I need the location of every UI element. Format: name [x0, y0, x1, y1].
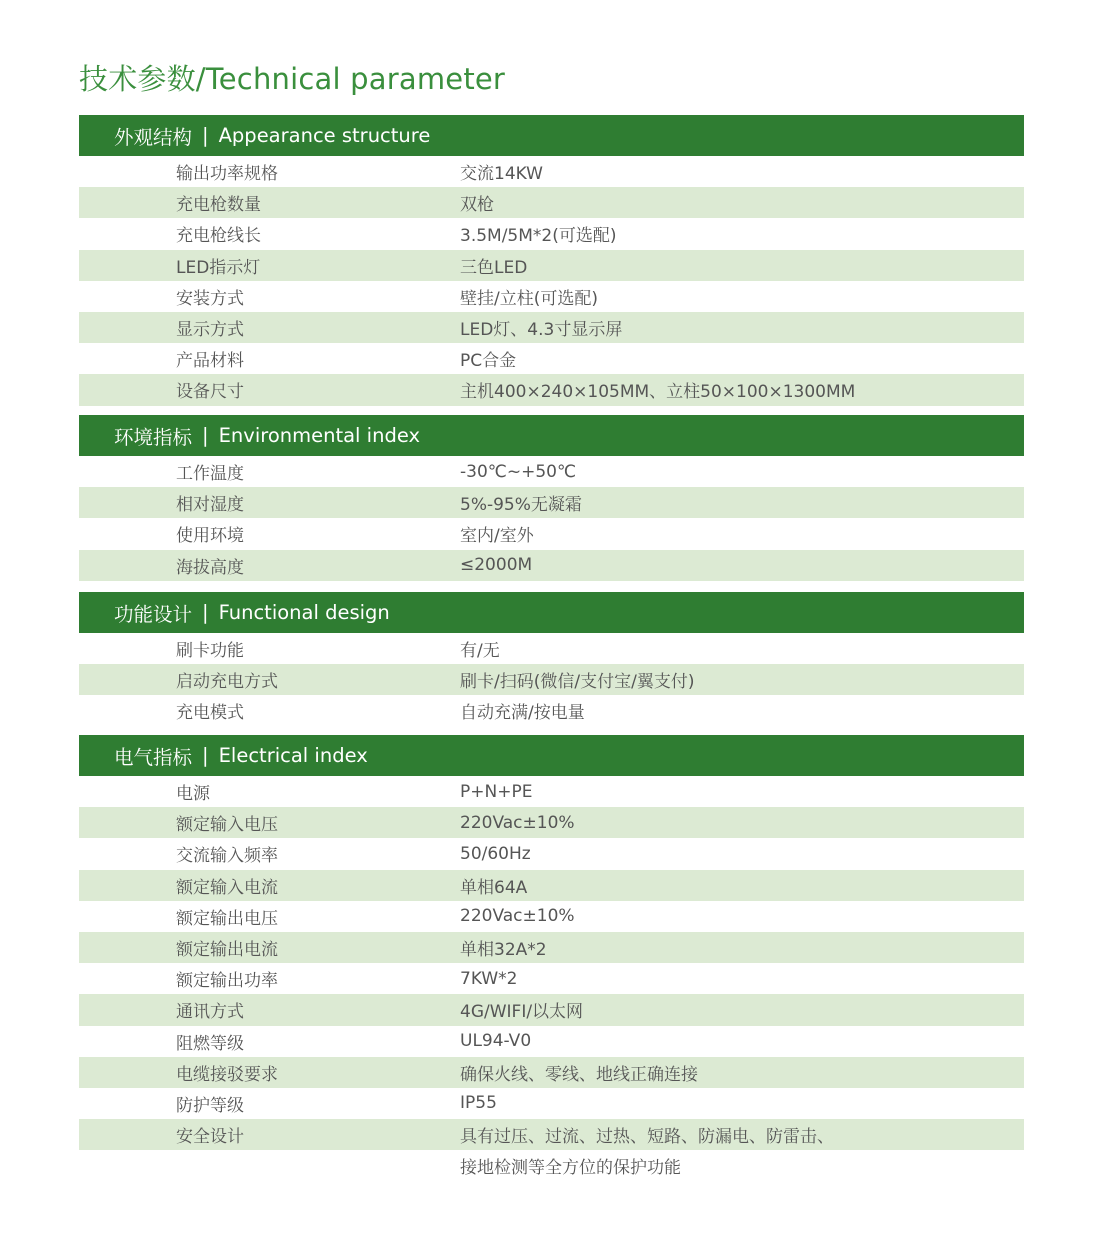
spec-value: 确保火线、零线、地线正确连接 [460, 1064, 698, 1085]
section-title-en: Functional design [218, 601, 390, 624]
spec-label: 安全设计 [176, 1127, 244, 1148]
spec-value: ≤2000M [460, 555, 533, 576]
spec-label: 设备尺寸 [176, 382, 244, 403]
spec-value: 3.5M/5M*2(可选配) [460, 226, 617, 247]
section-electrical-index [79, 735, 1024, 1181]
spec-label: 额定输出电压 [176, 908, 278, 929]
spec-row-cable-length [79, 218, 1024, 249]
spec-row-rated-input-voltage [79, 807, 1024, 838]
section-title-zh: 功能设计 [114, 602, 193, 626]
spec-value: 自动充满/按电量 [460, 703, 585, 724]
spec-row-power-supply [79, 776, 1024, 807]
spec-label: 安装方式 [176, 288, 244, 309]
spec-value: 5%-95%无凝霜 [460, 495, 582, 516]
spec-label: 阻燃等级 [176, 1033, 244, 1054]
spec-value: 50/60Hz [460, 843, 531, 864]
spec-label: 电缆接驳要求 [176, 1064, 278, 1085]
spec-row-led-indicator [79, 250, 1024, 281]
spec-row-rated-output-power [79, 963, 1024, 994]
section-header [79, 592, 1024, 633]
section-title-zh: 电气指标 [114, 745, 193, 769]
section-title-separator: | [202, 424, 209, 447]
spec-label: 相对湿度 [176, 495, 244, 516]
page-title: 技术参数/Technical parameter [79, 62, 506, 96]
spec-label: 额定输入电压 [176, 815, 278, 836]
spec-value: 主机400×240×105MM、立柱50×100×1300MM [460, 382, 856, 403]
spec-value: 4G/WIFI/以太网 [460, 1002, 584, 1023]
spec-value: P+N+PE [460, 781, 533, 802]
spec-row-safety-design [79, 1119, 1024, 1150]
spec-row-rated-input-current [79, 870, 1024, 901]
spec-label: 防护等级 [176, 1095, 244, 1116]
section-title-en: Electrical index [218, 744, 368, 767]
section-title-en: Appearance structure [218, 124, 431, 147]
spec-value: IP55 [460, 1093, 497, 1114]
spec-value: 交流14KW [460, 164, 543, 185]
spec-value: 有/无 [460, 641, 500, 662]
section-functional-design [79, 592, 1024, 727]
spec-row-card-swipe [79, 633, 1024, 664]
spec-row-gun-count [79, 187, 1024, 218]
spec-row-protection-level [79, 1088, 1024, 1119]
spec-label: 交流输入频率 [176, 846, 278, 867]
spec-label: 产品材料 [176, 351, 244, 372]
section-appearance-structure [79, 115, 1024, 406]
spec-label: 通讯方式 [176, 1002, 244, 1023]
section-title-zh: 环境指标 [114, 425, 193, 449]
spec-value: -30℃~+50℃ [460, 461, 577, 482]
spec-value: 具有过压、过流、过热、短路、防漏电、防雷击、 [460, 1127, 834, 1148]
spec-label: 启动充电方式 [176, 672, 278, 693]
spec-label: 输出功率规格 [176, 164, 278, 185]
spec-value: PC合金 [460, 351, 517, 372]
spec-row-flame-retardant [79, 1026, 1024, 1057]
section-title-separator: | [202, 744, 209, 767]
spec-label: 海拔高度 [176, 557, 244, 578]
spec-label: 充电枪线长 [176, 226, 261, 247]
section-title-separator: | [202, 601, 209, 624]
spec-label: 刷卡功能 [176, 641, 244, 662]
spec-value: 室内/室外 [460, 526, 534, 547]
section-header [79, 735, 1024, 776]
spec-row-safety-design-continued [79, 1150, 1024, 1181]
spec-label: 工作温度 [176, 464, 244, 485]
spec-row-output-power [79, 156, 1024, 187]
spec-label: 额定输出功率 [176, 971, 278, 992]
spec-row-charging-mode [79, 695, 1024, 726]
section-title-separator: | [202, 124, 209, 147]
spec-row-display [79, 312, 1024, 343]
spec-row-rated-output-voltage [79, 901, 1024, 932]
spec-row-altitude [79, 550, 1024, 581]
spec-value: 7KW*2 [460, 968, 518, 989]
spec-row-relative-humidity [79, 487, 1024, 518]
spec-value: 刷卡/扫码(微信/支付宝/翼支付) [460, 672, 695, 693]
section-environmental-index [79, 415, 1024, 581]
spec-row-working-temperature [79, 456, 1024, 487]
section-header [79, 415, 1024, 456]
spec-value: 220Vac±10% [460, 906, 575, 927]
spec-row-cable-connection [79, 1057, 1024, 1088]
spec-row-start-method [79, 664, 1024, 695]
spec-value: 单相32A*2 [460, 940, 547, 961]
spec-label: 使用环境 [176, 526, 244, 547]
spec-row-dimensions [79, 374, 1024, 405]
spec-value: UL94-V0 [460, 1031, 532, 1052]
spec-row-material [79, 343, 1024, 374]
spec-value: 三色LED [460, 257, 528, 278]
spec-value: 220Vac±10% [460, 812, 575, 833]
section-header [79, 115, 1024, 156]
spec-label: 额定输入电流 [176, 877, 278, 898]
spec-row-environment [79, 518, 1024, 549]
spec-value: 壁挂/立柱(可选配) [460, 288, 598, 309]
spec-label: 额定输出电流 [176, 940, 278, 961]
spec-label: 充电枪数量 [176, 195, 261, 216]
spec-value: LED灯、4.3寸显示屏 [460, 320, 623, 341]
spec-value: 双枪 [460, 195, 494, 216]
spec-value: 单相64A [460, 877, 528, 898]
spec-row-communication [79, 994, 1024, 1025]
section-title-zh: 外观结构 [114, 125, 193, 149]
spec-row-installation [79, 281, 1024, 312]
section-title-en: Environmental index [218, 424, 421, 447]
spec-label: LED指示灯 [176, 257, 261, 278]
spec-value: 接地检测等全方位的保护功能 [460, 1158, 681, 1179]
spec-label: 电源 [176, 784, 210, 805]
spec-label: 显示方式 [176, 320, 244, 341]
spec-row-ac-input-frequency [79, 838, 1024, 869]
spec-row-rated-output-current [79, 932, 1024, 963]
spec-label: 充电模式 [176, 703, 244, 724]
